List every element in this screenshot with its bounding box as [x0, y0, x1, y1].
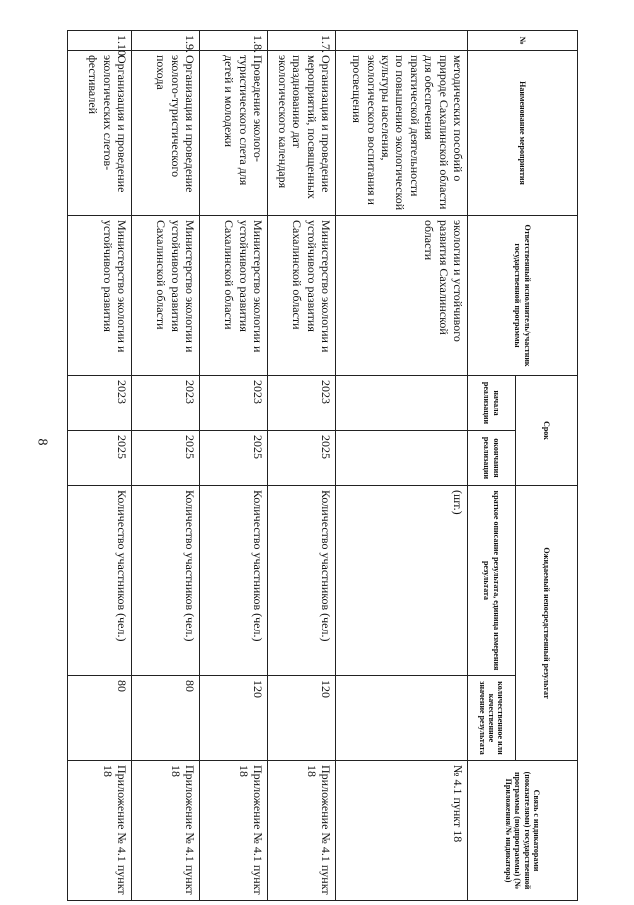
row-qty: 80	[132, 676, 200, 761]
row-link: Приложение № 4.1 пункт 18	[268, 761, 336, 901]
row-name: Организация и проведение экологических слетов-фестивалей	[68, 51, 132, 216]
header-term: Срок	[516, 376, 578, 486]
row-num: 1.10.	[68, 31, 132, 51]
header-result: Ожидаемый непосредственный результат	[516, 486, 578, 761]
row-executor: экологии и устойчивого развития Сахалинской области	[336, 216, 468, 376]
row-end: 2025	[200, 431, 268, 486]
row-name: методических пособий о природе Сахалинской области для обеспечения практической деятельности по повышению экологической культуры населения, экологического воспитания и просвещения	[336, 51, 468, 216]
row-qty: 80	[68, 676, 132, 761]
table-row	[336, 31, 468, 901]
rotated-page	[58, 30, 578, 900]
table-row	[132, 31, 200, 901]
header-link: Связь с индикаторами (показателями) государственной программы (подпрограммы) (№ Приложения/№ индикатора)	[468, 761, 578, 901]
row-executor: Министерство экологии и устойчивого развития Сахалинской области	[268, 216, 336, 376]
row-qty: 120	[268, 676, 336, 761]
row-end: 2025	[132, 431, 200, 486]
row-name: Организация и проведение мероприятий, посвященных празднованию дат экологического календаря	[268, 51, 336, 216]
row-start: 2023	[132, 376, 200, 431]
row-desc: (шт.)	[336, 486, 468, 676]
row-num	[336, 31, 468, 51]
row-desc: Количество участников (чел.)	[132, 486, 200, 676]
header-name: Наименование мероприятия	[468, 51, 578, 216]
header-result-qty: количественное или качественное значение результата	[468, 676, 516, 761]
row-num: 1.9.	[132, 31, 200, 51]
header-term-start: начала реализации	[468, 376, 516, 431]
row-executor: Министерство экологии и устойчивого развития Сахалинской области	[132, 216, 200, 376]
row-executor: Министерство экологии и устойчивого развития Сахалинской области	[200, 216, 268, 376]
table-row	[200, 31, 268, 901]
row-end: 2025	[68, 431, 132, 486]
header-executor: Ответственный исполнитель/участник государственной программы	[468, 216, 578, 376]
row-name: Проведение эколого-туристического слета для детей и молодежи	[200, 51, 268, 216]
row-link: Приложение № 4.1 пункт 18	[132, 761, 200, 901]
row-num: 1.7.	[268, 31, 336, 51]
table-header	[468, 31, 578, 901]
header-num: №	[468, 31, 578, 51]
row-end: 2025	[268, 431, 336, 486]
header-result-desc: краткое описание результата, единица измерения результата	[468, 486, 516, 676]
page-number: 8	[34, 438, 50, 446]
row-desc: Количество участников (чел.)	[200, 486, 268, 676]
row-start: 2023	[200, 376, 268, 431]
row-end	[336, 431, 468, 486]
row-desc: Количество участников (чел.)	[68, 486, 132, 676]
activities-table	[67, 30, 578, 901]
row-link: Приложение № 4.1 пункт 18	[200, 761, 268, 901]
row-name: Организация и проведение эколого-туристического похода	[132, 51, 200, 216]
row-desc: Количество участников (чел.)	[268, 486, 336, 676]
row-qty: 120	[200, 676, 268, 761]
row-executor: Министерство экологии и устойчивого развития	[68, 216, 132, 376]
table-row	[68, 31, 132, 901]
row-link: № 4.1 пункт 18	[336, 761, 468, 901]
row-start	[336, 376, 468, 431]
row-start: 2023	[68, 376, 132, 431]
row-link: Приложение № 4.1 пункт 18	[68, 761, 132, 901]
row-qty	[336, 676, 468, 761]
row-num: 1.8.	[200, 31, 268, 51]
row-start: 2023	[268, 376, 336, 431]
header-term-end: окончания реализации	[468, 431, 516, 486]
table-row	[268, 31, 336, 901]
